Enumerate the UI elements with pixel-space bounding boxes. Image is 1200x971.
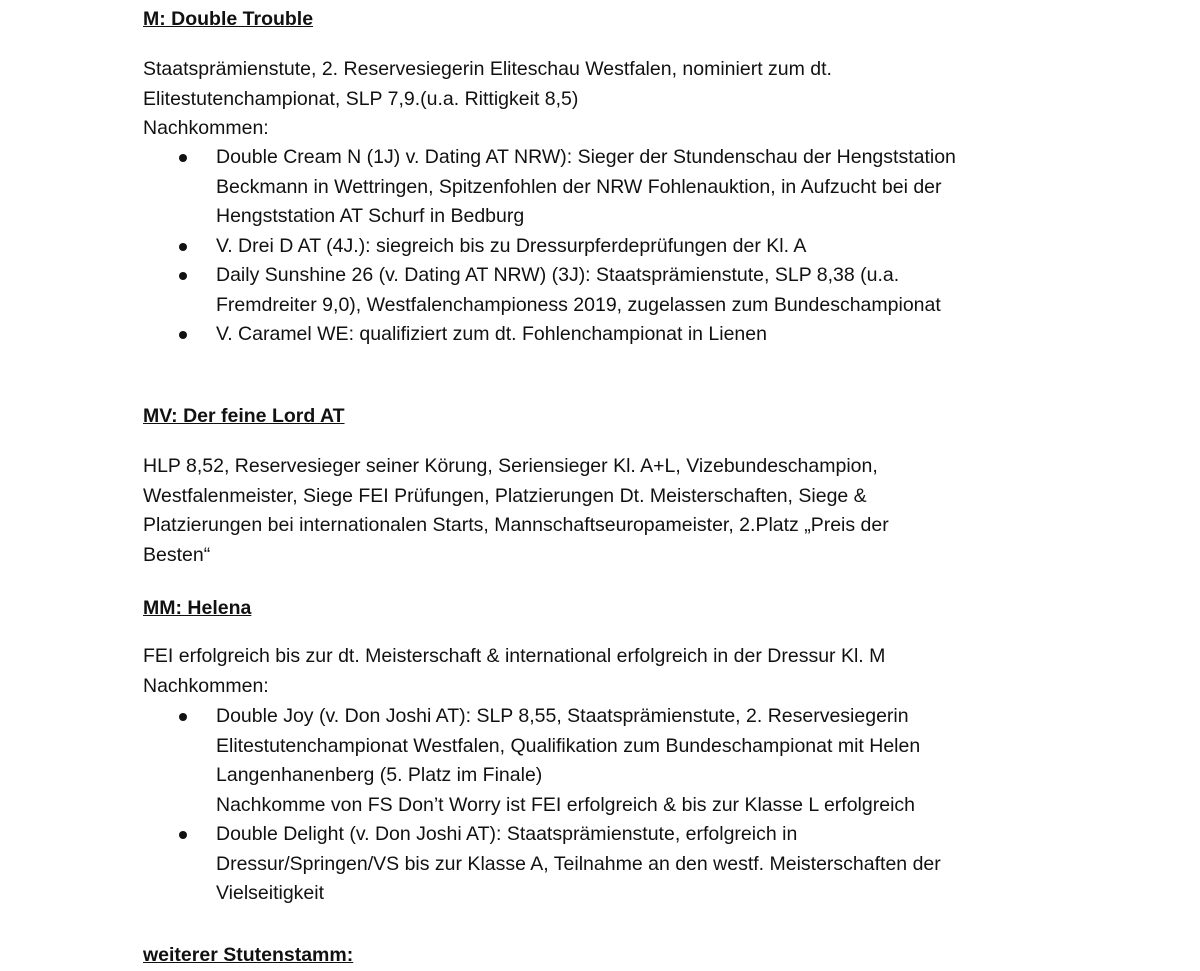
- bullet-icon: [179, 243, 187, 251]
- dam-offspring-list: [143, 143, 1153, 350]
- section-granddam: [143, 594, 1153, 624]
- list-item-line: Elitestutenchampionat Westfalen, Qualifikation zum Bundeschampionat mit Helen: [216, 734, 921, 757]
- list-item: [143, 820, 1153, 909]
- dam-sire-description: [143, 452, 1153, 570]
- paragraph-line: FEI erfolgreich bis zur dt. Meisterschaft & international erfolgreich in der Dressur Kl. M: [143, 645, 886, 667]
- list-item-line: Fremdreiter 9,0), Westfalenchampioness 2019, zugelassen zum Bundeschampionat: [216, 293, 941, 316]
- section-dam: [143, 5, 1153, 35]
- section-dam-sire: [143, 402, 1153, 432]
- bullet-icon: [179, 154, 187, 162]
- list-item: [143, 702, 1153, 820]
- dam-description: [143, 55, 1153, 144]
- list-item: [143, 261, 1153, 320]
- paragraph-line: Elitestutenchampionat, SLP 7,9.(u.a. Rittigkeit 8,5): [143, 87, 579, 110]
- list-label: Nachkommen:: [143, 674, 269, 697]
- list-item-line: V. Caramel WE: qualifiziert zum dt. Fohlenchampionat in Lienen: [216, 323, 767, 345]
- list-item-line: Vielseitigkeit: [216, 882, 325, 904]
- granddam-offspring-list: [143, 702, 1153, 909]
- paragraph-line: Westfalenmeister, Siege FEI Prüfungen, Platzierungen Dt. Meisterschaften, Siege &: [143, 484, 867, 507]
- list-item-line: Beckmann in Wettringen, Spitzenfohlen der NRW Fohlenauktion, in Aufzucht bei der: [216, 175, 942, 198]
- list-item: [143, 232, 1153, 262]
- section-heading: M: Double Trouble: [143, 8, 314, 30]
- section-heading: MM: Helena: [143, 597, 252, 619]
- list-item-line: Daily Sunshine 26 (v. Dating AT NRW) (3J): Staatsprämienstute, SLP 8,38 (u.a.: [216, 264, 900, 286]
- list-item: [143, 320, 1153, 350]
- granddam-description: [143, 642, 1153, 701]
- list-item-line: Langenhanenberg (5. Platz im Finale): [216, 764, 543, 786]
- list-item-line: Hengststation AT Schurf in Bedburg: [216, 205, 525, 227]
- list-item-line: Dressur/Springen/VS bis zur Klasse A, Teilnahme an den westf. Meisterschaften der: [216, 852, 941, 875]
- paragraph-line: Platzierungen bei internationalen Starts, Mannschaftseuropameister, 2.Platz „Preis der: [143, 514, 889, 536]
- list-item-line: Double Delight (v. Don Joshi AT): Staatsprämienstute, erfolgreich in: [216, 823, 798, 845]
- list-item-line: V. Drei D AT (4J.): siegreich bis zu Dressurpferdeprüfungen der Kl. A: [216, 234, 807, 257]
- bullet-icon: [179, 713, 187, 721]
- list-item-line: Double Cream N (1J) v. Dating AT NRW): Sieger der Stundenschau der Hengststation: [216, 146, 956, 168]
- bullet-icon: [179, 272, 187, 280]
- list-label: Nachkommen:: [143, 117, 269, 139]
- bullet-icon: [179, 831, 187, 839]
- paragraph-line: HLP 8,52, Reservesieger seiner Körung, Seriensieger Kl. A+L, Vizebundeschampion,: [143, 455, 878, 477]
- bullet-icon: [179, 331, 187, 339]
- list-item-line: Nachkomme von FS Don’t Worry ist FEI erfolgreich & bis zur Klasse L erfolgreich: [216, 793, 915, 816]
- section-further-mare-line: [143, 941, 1153, 971]
- paragraph-line: Staatsprämienstute, 2. Reservesiegerin Eliteschau Westfalen, nominiert zum dt.: [143, 58, 832, 80]
- section-heading: MV: Der feine Lord AT: [143, 405, 345, 427]
- paragraph-line: Besten“: [143, 543, 211, 566]
- list-item-line: Double Joy (v. Don Joshi AT): SLP 8,55, Staatsprämienstute, 2. Reservesiegerin: [216, 705, 909, 727]
- list-item: [143, 143, 1153, 232]
- section-heading: weiterer Stutenstamm:: [143, 944, 354, 966]
